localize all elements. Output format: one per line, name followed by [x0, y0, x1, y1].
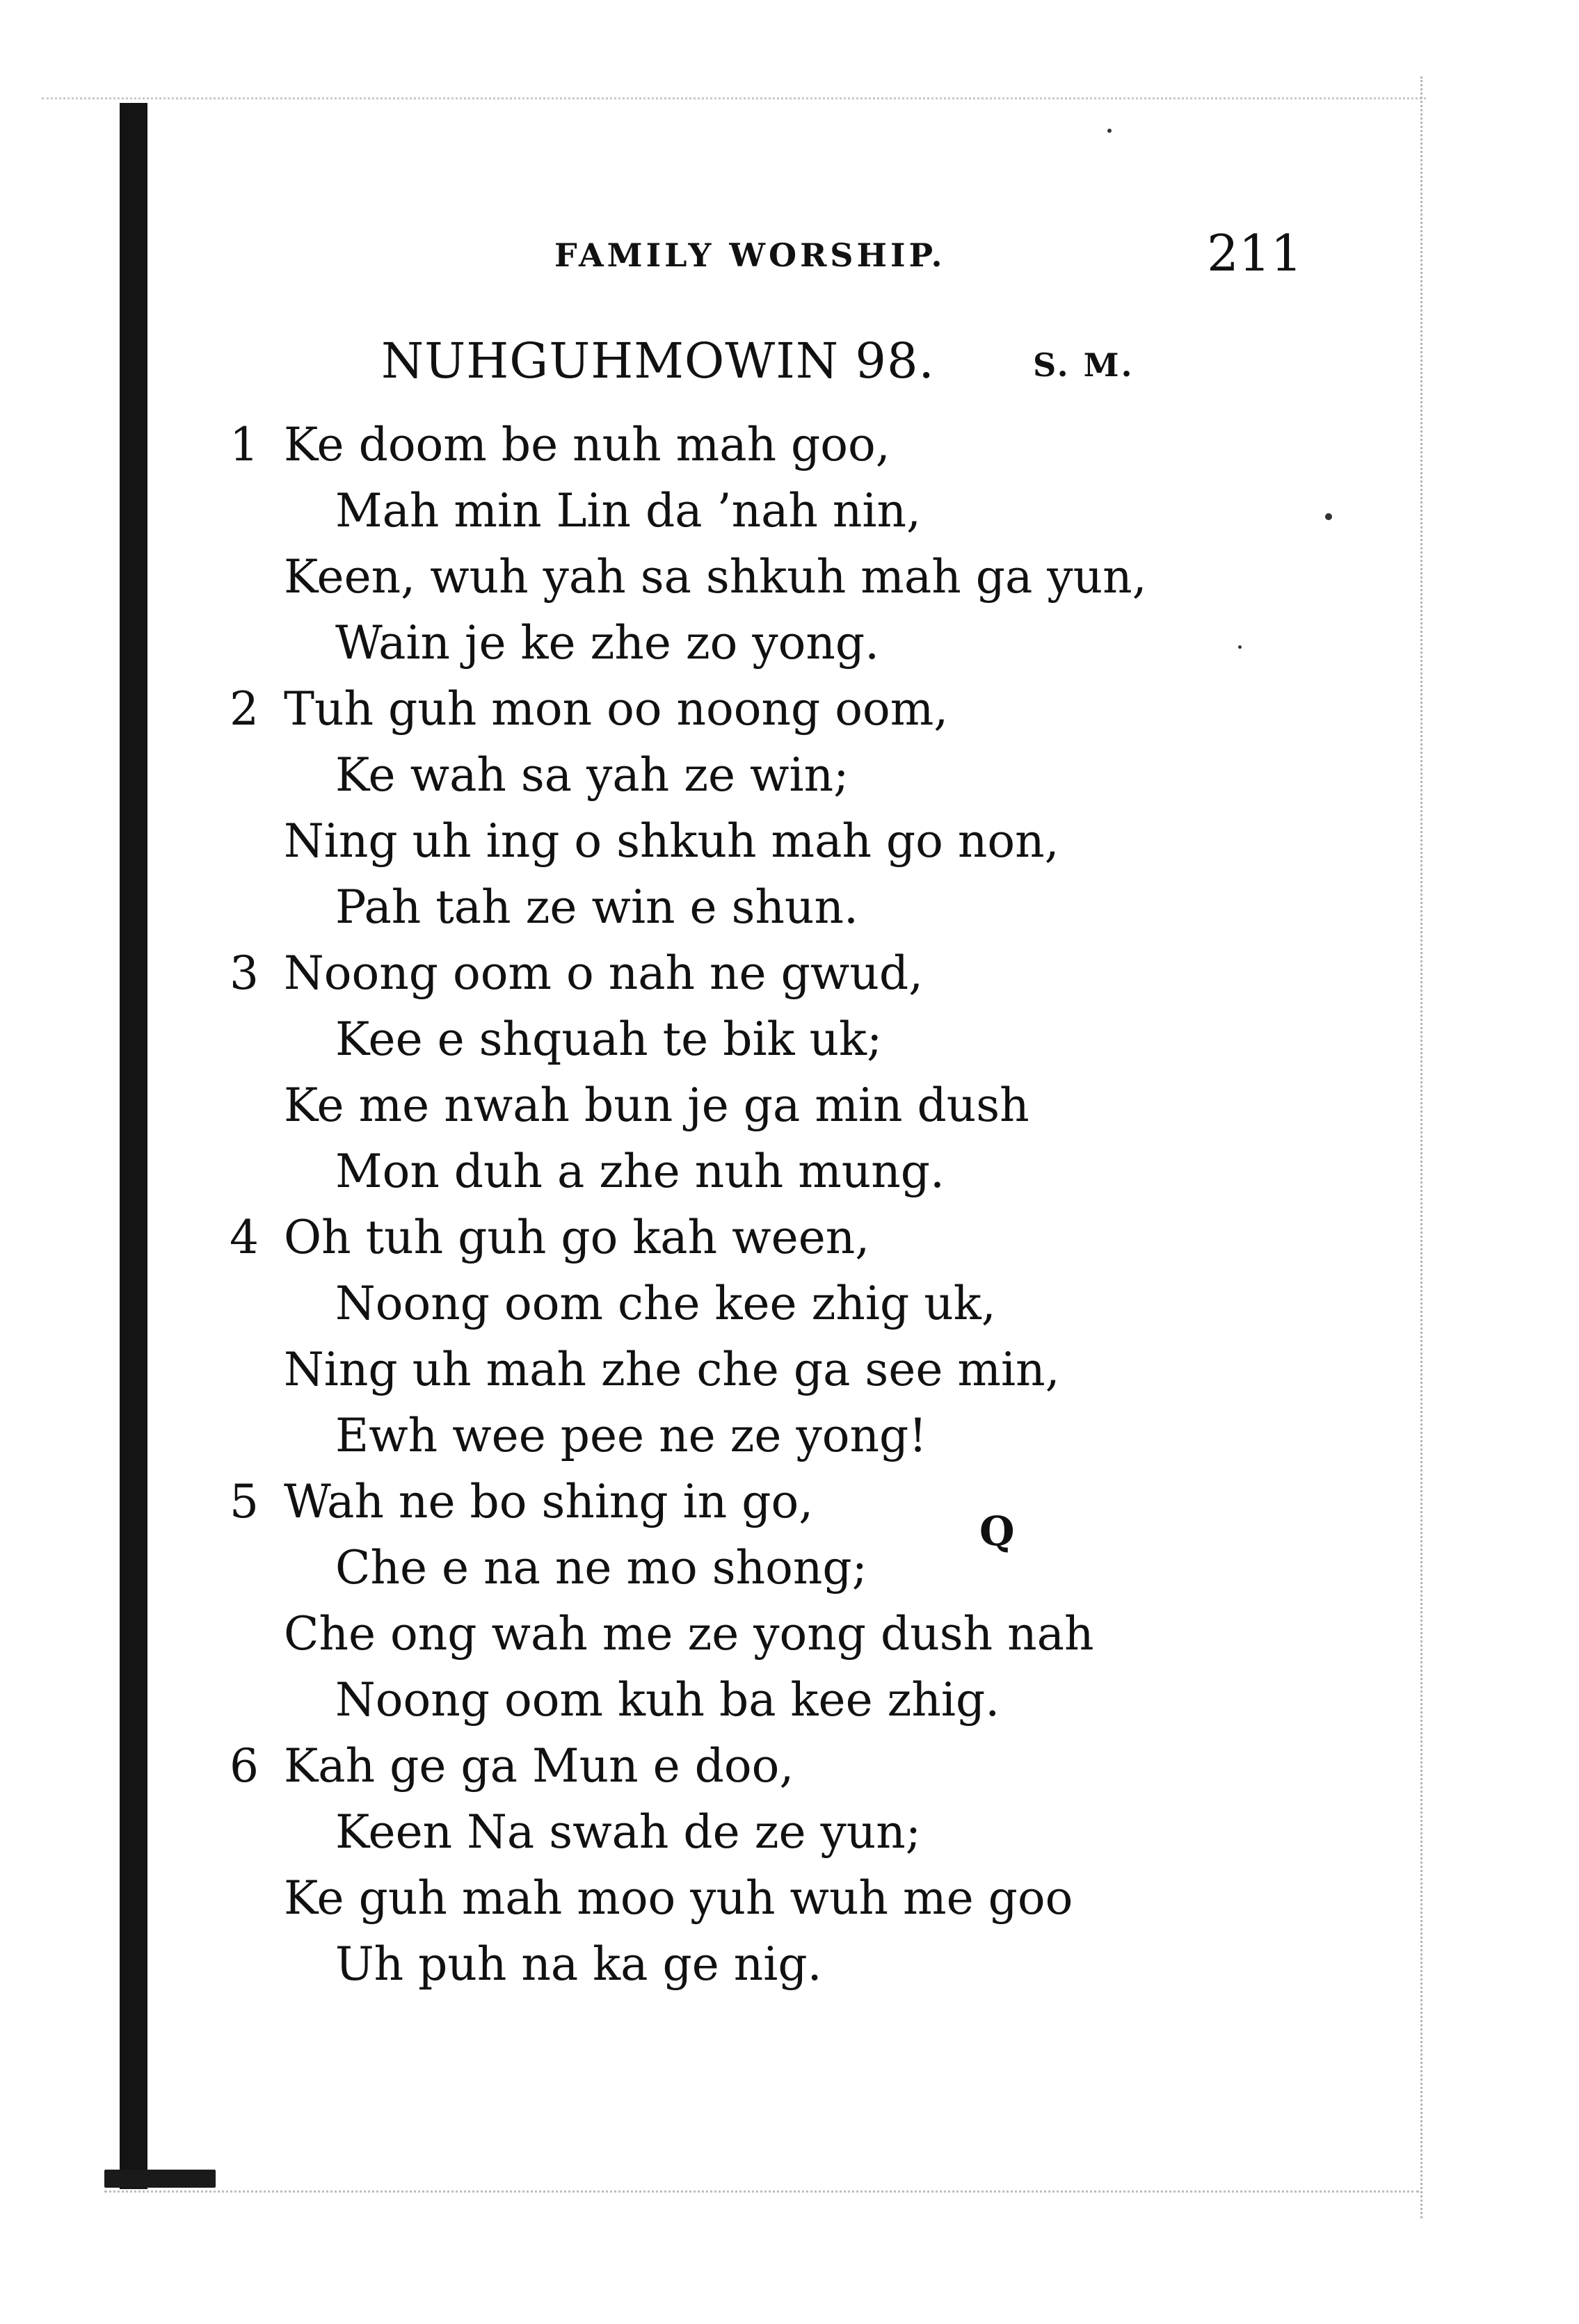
stanza-number: 3: [230, 946, 259, 1000]
bottom-page-edge: [104, 2190, 1419, 2193]
verse-line: Mah min Lin da ’nah nin,: [335, 484, 922, 538]
verse-line: Oh tuh guh go kah ween,: [284, 1211, 870, 1264]
hymn-meter: S. M.: [1033, 346, 1135, 384]
stanza-line: [230, 1601, 1412, 1667]
stanza-line: [230, 1469, 1412, 1535]
verse-line: Kah ge ga Mun e doo,: [284, 1739, 794, 1793]
verse-line: Ke wah sa yah ze win;: [335, 748, 849, 802]
verse-line: Ewh wee pee ne ze yong!: [335, 1409, 927, 1462]
stanza-line: [230, 1535, 1412, 1601]
stanza-line: [230, 412, 1412, 478]
verse-line: Keen Na swah de ze yun;: [335, 1805, 922, 1859]
verse-line: Che e na ne mo shong;: [335, 1541, 867, 1595]
stanza-3: [230, 940, 1412, 1204]
stanza-line: [230, 1337, 1412, 1403]
stanza-line: [230, 676, 1412, 742]
stanza-line: [230, 1799, 1412, 1865]
page-number: 211: [1207, 224, 1303, 282]
verse-line: Ke doom be nuh mah goo,: [284, 418, 890, 471]
verse-line: Uh puh na ka ge nig.: [335, 1937, 822, 1991]
stanza-line: [230, 478, 1412, 544]
verse-line: Ke guh mah moo yuh wuh me goo: [284, 1871, 1073, 1925]
verse-line: Noong oom o nah ne gwud,: [284, 946, 924, 1000]
right-page-edge: [1420, 76, 1427, 2218]
stanza-line: [230, 610, 1412, 676]
verse-line: Noong oom kuh ba kee zhig.: [335, 1673, 1000, 1727]
stanza-number: 5: [230, 1475, 259, 1528]
stanza-line: [230, 544, 1412, 610]
stanza-line: [230, 1733, 1412, 1799]
binding-gutter: [120, 103, 147, 2189]
verse-line: Wain je ke zhe zo yong.: [335, 616, 880, 670]
verse-line: Ning uh mah zhe che ga see min,: [284, 1343, 1060, 1396]
top-page-edge: [42, 97, 1426, 99]
running-head: FAMILY WORSHIP.: [554, 236, 946, 274]
hymn-title: NUHGUHMOWIN 98.: [381, 332, 935, 389]
stanza-line: [230, 1006, 1412, 1072]
stanza-line: [230, 940, 1412, 1006]
verse-line: Ning uh ing o shkuh mah go non,: [284, 814, 1059, 868]
stanza-line: [230, 808, 1412, 874]
stanza-number: 6: [230, 1739, 259, 1793]
binding-gutter-foot: [104, 2170, 216, 2188]
ink-speck: [1107, 129, 1112, 133]
stanza-line: [230, 1403, 1412, 1469]
stanza-line: [230, 1270, 1412, 1337]
verse-line: Mon duh a zhe nuh mung.: [335, 1145, 945, 1198]
verse-line: Pah tah ze win e shun.: [335, 880, 858, 934]
printer-signature-mark: Q: [979, 1508, 1015, 1555]
verse-line: Wah ne bo shing in go,: [284, 1475, 814, 1528]
stanza-line: [230, 1865, 1412, 1931]
stanza-line: [230, 1072, 1412, 1138]
verse-line: Noong oom che kee zhig uk,: [335, 1277, 996, 1330]
stanza-line: [230, 1931, 1412, 1997]
stanza-number: 2: [230, 682, 259, 736]
stanza-line: [230, 1138, 1412, 1204]
stanza-line: [230, 874, 1412, 940]
stanza-2: [230, 676, 1412, 940]
stanza-number: 4: [230, 1211, 259, 1264]
stanza-4: [230, 1204, 1412, 1469]
verse-line: Kee e shquah te bik uk;: [335, 1012, 883, 1066]
stanza-line: [230, 742, 1412, 808]
hymn-body: [230, 412, 1412, 1997]
stanza-5: [230, 1469, 1412, 1733]
stanza-line: [230, 1204, 1412, 1270]
stanza-number: 1: [230, 418, 259, 471]
verse-line: Che ong wah me ze yong dush nah: [284, 1607, 1094, 1661]
verse-line: Keen, wuh yah sa shkuh mah ga yun,: [284, 550, 1147, 604]
verse-line: Ke me nwah bun je ga min dush: [284, 1079, 1029, 1132]
verse-line: Tuh guh mon oo noong oom,: [284, 682, 949, 736]
stanza-1: [230, 412, 1412, 676]
stanza-line: [230, 1667, 1412, 1733]
stanza-6: [230, 1733, 1412, 1997]
